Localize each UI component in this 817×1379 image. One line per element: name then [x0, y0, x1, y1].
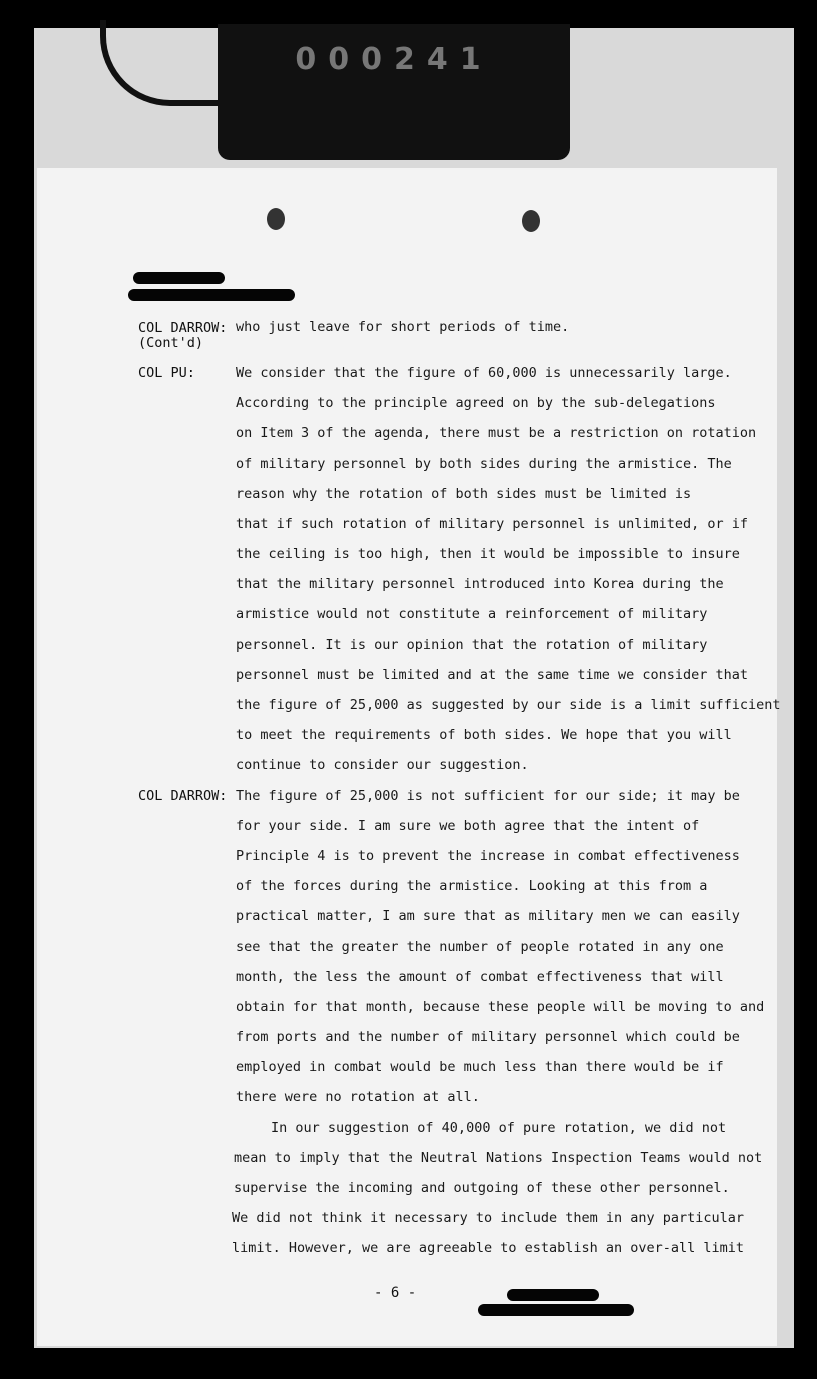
- text-line: from ports and the number of military personnel which could be: [236, 1029, 740, 1045]
- stamp-number: 000241: [295, 42, 493, 77]
- text-line: practical matter, I am sure that as military men we can easily: [236, 908, 740, 924]
- text-line: According to the principle agreed on by the sub-delegations: [236, 395, 716, 411]
- text-line: We did not think it necessary to include them in any particular: [232, 1210, 745, 1226]
- text-line: limit. However, we are agreeable to establish an over-all limit: [232, 1240, 745, 1256]
- text-line: obtain for that month, because these people will be moving to and: [236, 999, 765, 1015]
- page-number: - 6 -: [374, 1285, 417, 1301]
- speaker-darrow-2: COL DARROW:: [138, 788, 228, 804]
- text-line: that if such rotation of military personnel is unlimited, or if: [236, 516, 749, 532]
- speaker-pu: COL PU:: [138, 365, 195, 381]
- text-line: that the military personnel introduced into Korea during the: [236, 576, 724, 592]
- text-line: armistice would not constitute a reinforcement of military: [236, 606, 708, 622]
- text-line: supervise the incoming and outgoing of these other personnel.: [234, 1180, 730, 1196]
- speaker-darrow-1: COL DARROW:: [138, 320, 228, 336]
- text-line: Principle 4 is to prevent the increase in combat effectiveness: [236, 848, 740, 864]
- redaction-bar-bottom-2: [478, 1304, 634, 1316]
- redaction-bar-bottom-1: [507, 1289, 599, 1301]
- text-line: continue to consider our suggestion.: [236, 757, 529, 773]
- text-line: the figure of 25,000 as suggested by our side is a limit sufficient: [236, 697, 781, 713]
- text-line: We consider that the figure of 60,000 is unnecessarily large.: [236, 365, 732, 381]
- speaker-contd: (Cont'd): [138, 335, 204, 351]
- text-line: employed in combat would be much less than there would be if: [236, 1059, 724, 1075]
- text-line: personnel. It is our opinion that the rotation of military: [236, 637, 708, 653]
- text-line: personnel must be limited and at the same time we consider that: [236, 667, 749, 683]
- text-line: The figure of 25,000 is not sufficient for our side; it may be: [236, 788, 740, 804]
- text-line: to meet the requirements of both sides. We hope that you will: [236, 727, 732, 743]
- text-line: the ceiling is too high, then it would be impossible to insure: [236, 546, 740, 562]
- text-line: month, the less the amount of combat effectiveness that will: [236, 969, 724, 985]
- redaction-bar-top-2: [128, 289, 295, 301]
- punch-hole-left: [267, 208, 285, 230]
- text-line: In our suggestion of 40,000 of pure rotation, we did not: [271, 1120, 727, 1136]
- text-line: for your side. I am sure we both agree that the intent of: [236, 818, 700, 834]
- binder-clip: [218, 24, 570, 160]
- text-line: of the forces during the armistice. Looking at this from a: [236, 878, 708, 894]
- text-line: mean to imply that the Neutral Nations Inspection Teams would not: [234, 1150, 763, 1166]
- redaction-bar-top-1: [133, 272, 225, 284]
- text-line: on Item 3 of the agenda, there must be a restriction on rotation: [236, 425, 757, 441]
- text-line: there were no rotation at all.: [236, 1089, 480, 1105]
- text-line: see that the greater the number of people rotated in any one: [236, 939, 724, 955]
- text-line: reason why the rotation of both sides must be limited is: [236, 486, 692, 502]
- text-line: of military personnel by both sides during the armistice. The: [236, 456, 732, 472]
- punch-hole-right: [522, 210, 540, 232]
- text-line: who just leave for short periods of time.: [236, 319, 570, 335]
